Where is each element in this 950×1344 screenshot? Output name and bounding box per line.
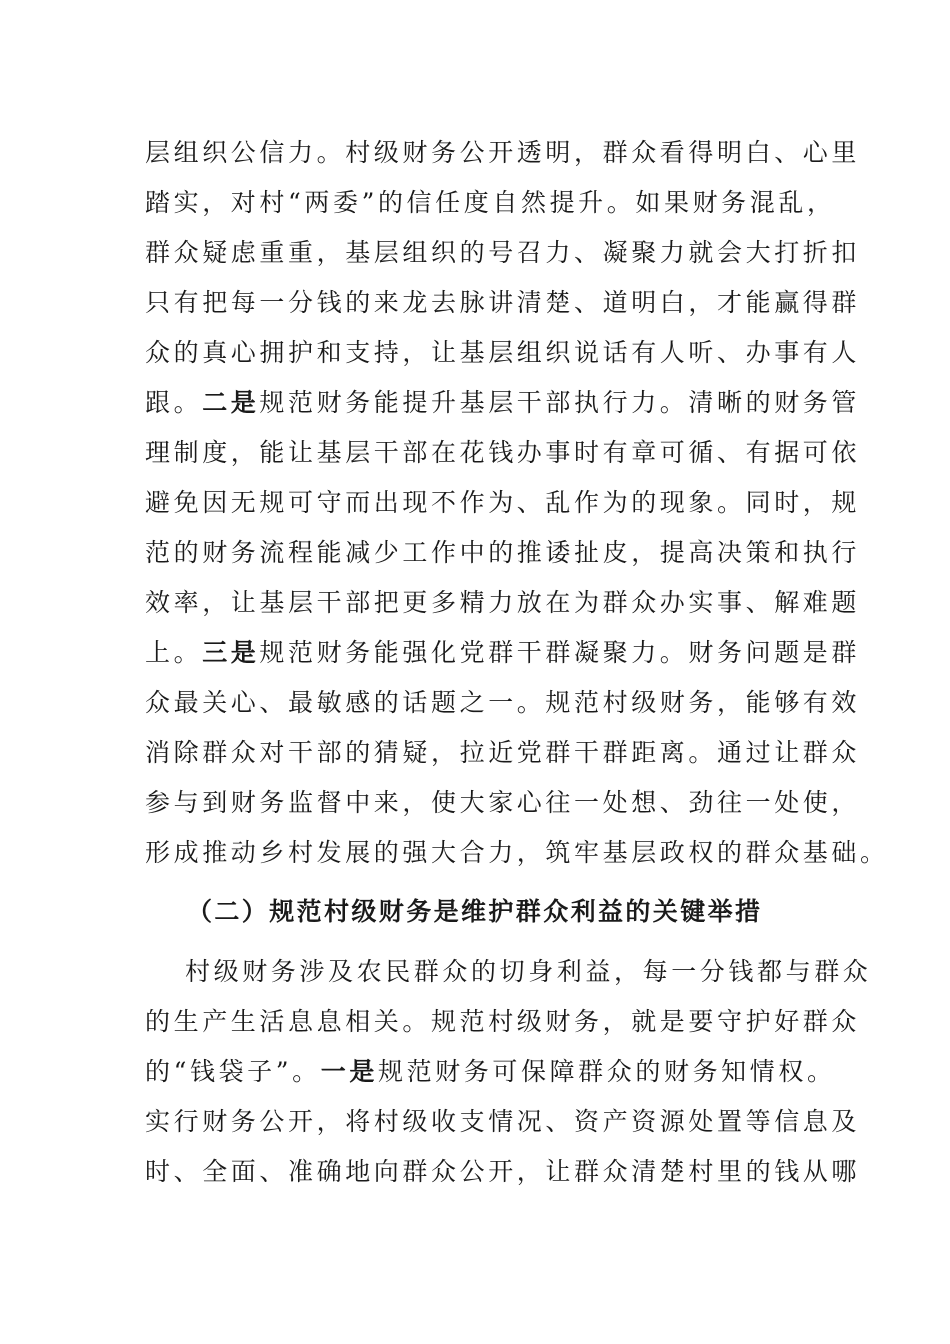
- emphasis-ordinal: 一是: [320, 1057, 378, 1086]
- text-line: 避免因无规可守而出现不作为、乱作为的现象。同时，规: [145, 488, 861, 517]
- text-line: 众的真心拥护和支持，让基层组织说话有人听、办事有人: [145, 338, 861, 367]
- text-run: 规范财务可保障群众的财务知情权。: [377, 1057, 836, 1086]
- text-line: 只有把每一分钱的来龙去脉讲清楚、道明白，才能赢得群: [145, 288, 861, 317]
- text-line: 形成推动乡村发展的强大合力，筑牢基层政权的群众基础。: [145, 838, 889, 867]
- text-run: 规范财务能提升基层干部执行力。清晰的财务管: [259, 388, 861, 417]
- text-line: 理制度，能让基层干部在花钱办事时有章可循、有据可依: [145, 438, 861, 467]
- text-line: 的生产生活息息相关。规范村级财务，就是要守护好群众: [145, 1007, 861, 1036]
- text-line: [145, 387, 860, 419]
- text-line: 踏实，对村“两委”的信任度自然提升。如果财务混乱，: [145, 188, 836, 217]
- text-line: [145, 637, 860, 669]
- text-line: 层组织公信力。村级财务公开透明，群众看得明白、心里: [145, 138, 861, 167]
- emphasis-ordinal: 二是: [202, 388, 260, 417]
- text-run: 跟。: [145, 388, 203, 417]
- text-line: 实行财务公开，将村级收支情况、资产资源处置等信息及: [145, 1107, 861, 1136]
- text-run: 的“钱袋子”。: [145, 1057, 321, 1086]
- emphasis-ordinal: 三是: [202, 638, 260, 667]
- text-line: 效率，让基层干部把更多精力放在为群众办实事、解难题: [145, 588, 861, 617]
- text-line: 村级财务涉及农民群众的切身利益，每一分钱都与群众: [185, 957, 872, 986]
- text-line: 参与到财务监督中来，使大家心往一处想、劲往一处使，: [145, 788, 861, 817]
- text-line: 时、全面、准确地向群众公开，让群众清楚村里的钱从哪: [145, 1157, 861, 1186]
- text-line: 范的财务流程能减少工作中的推诿扯皮，提高决策和执行: [145, 538, 861, 567]
- text-line: [145, 1056, 836, 1088]
- section-heading: （二）规范村级财务是维护群众利益的关键举措: [187, 897, 763, 926]
- text-line: 众最关心、最敏感的话题之一。规范村级财务，能够有效: [145, 688, 861, 717]
- text-run: 上。: [145, 638, 203, 667]
- text-line: 消除群众对干部的猜疑，拉近党群干群距离。通过让群众: [145, 738, 861, 767]
- text-run: 规范财务能强化党群干群凝聚力。财务问题是群: [259, 638, 861, 667]
- text-line: 群众疑虑重重，基层组织的号召力、凝聚力就会大打折扣: [145, 238, 861, 267]
